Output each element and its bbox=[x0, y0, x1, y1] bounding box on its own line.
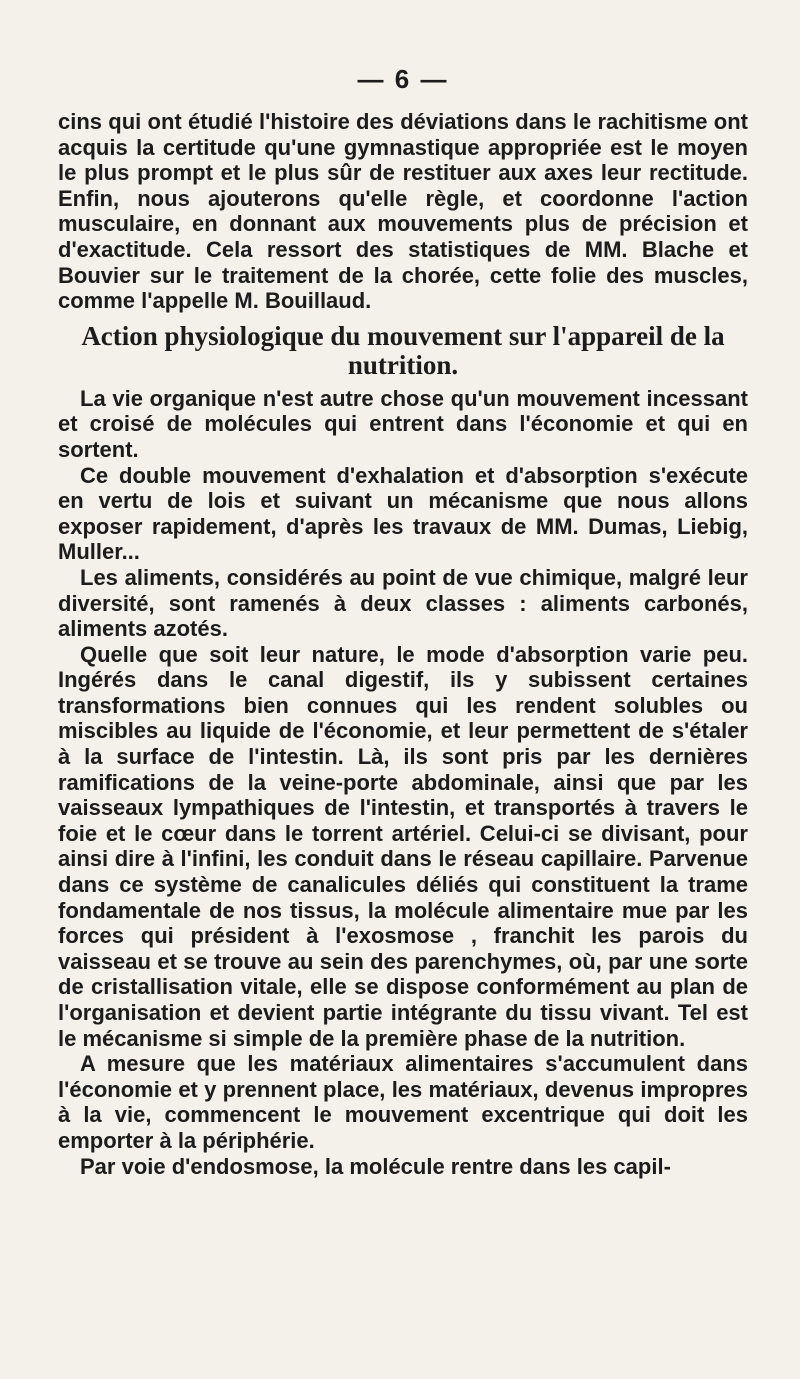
page-number: — 6 — bbox=[357, 64, 449, 94]
paragraph: Ce double mouvement d'exhalation et d'absorption s'exécute en vertu de lois et suivant un mécanisme que nous allons exposer rapidement, d'après les travaux de MM. Dumas, Liebig, Muller... bbox=[58, 462, 748, 565]
paragraph: Les aliments, considérés au point de vue chimique, malgré leur diversité, sont ramenés à deux classes : aliments carbonés, aliments azotés. bbox=[58, 564, 748, 642]
page-body bbox=[58, 64, 748, 1179]
paragraph-continuation: cins qui ont étudié l'histoire des déviations dans le rachitisme ont acquis la certitude qu'une gymnastique appropriée est le moyen le plus prompt et le plus sûr de restituer aux axes leur rectitude. Enfin, nous ajouterons qu'elle règle, et coordonne l'action musculaire, en donnant aux mouvements plus de précision et d'exactitude. Cela ressort des statistiques de MM. Blache et Bouvier sur le traitement de la chorée, cette folie des muscles, comme l'appelle M. Bouillaud. bbox=[58, 109, 748, 314]
paragraph: Quelle que soit leur nature, le mode d'absorption varie peu. Ingérés dans le canal digestif, ils y subissent certaines transformations bien connues qui les rendent solubles ou miscibles au liquide de l'économie, et leur permettent de s'étaler à la surface de l'intestin. Là, ils sont pris par les dernières ramifications de la veine-porte abdominale, ainsi que par les vaisseaux lympathiques de l'intestin, et transportés à travers le foie et le cœur dans le torrent artériel. Celui-ci se divisant, pour ainsi dire à l'infini, les conduit dans le réseau capillaire. Parvenue dans ce système de canalicules déliés qui constituent la trame fondamentale de nos tissus, la molécule alimentaire mue par les forces qui président à l'exosmose , franchit les parois du vaisseau et se trouve au sein des parenchymes, où, par une sorte de cristallisation vitale, elle se dispose conformément au plan de l'organisation et devient partie intégrante du tissu vivant. Tel est le mécanisme si simple de la première phase de la nutrition. bbox=[58, 641, 748, 1051]
paragraph: La vie organique n'est autre chose qu'un mouvement incessant et croisé de molécules qui entrent dans l'économie et qui en sortent. bbox=[58, 385, 748, 462]
paragraph: A mesure que les matériaux alimentaires s'accumulent dans l'économie et y prennent place, les matériaux, devenus impropres à la vie, commencent le mouvement excentrique qui doit les emporter à la périphérie. bbox=[58, 1051, 748, 1153]
paragraph: Par voie d'endosmose, la molécule rentre dans les capil- bbox=[80, 1153, 671, 1179]
section-heading: Action physiologique du mouvement sur l'appareil de la nutrition. bbox=[81, 320, 725, 380]
